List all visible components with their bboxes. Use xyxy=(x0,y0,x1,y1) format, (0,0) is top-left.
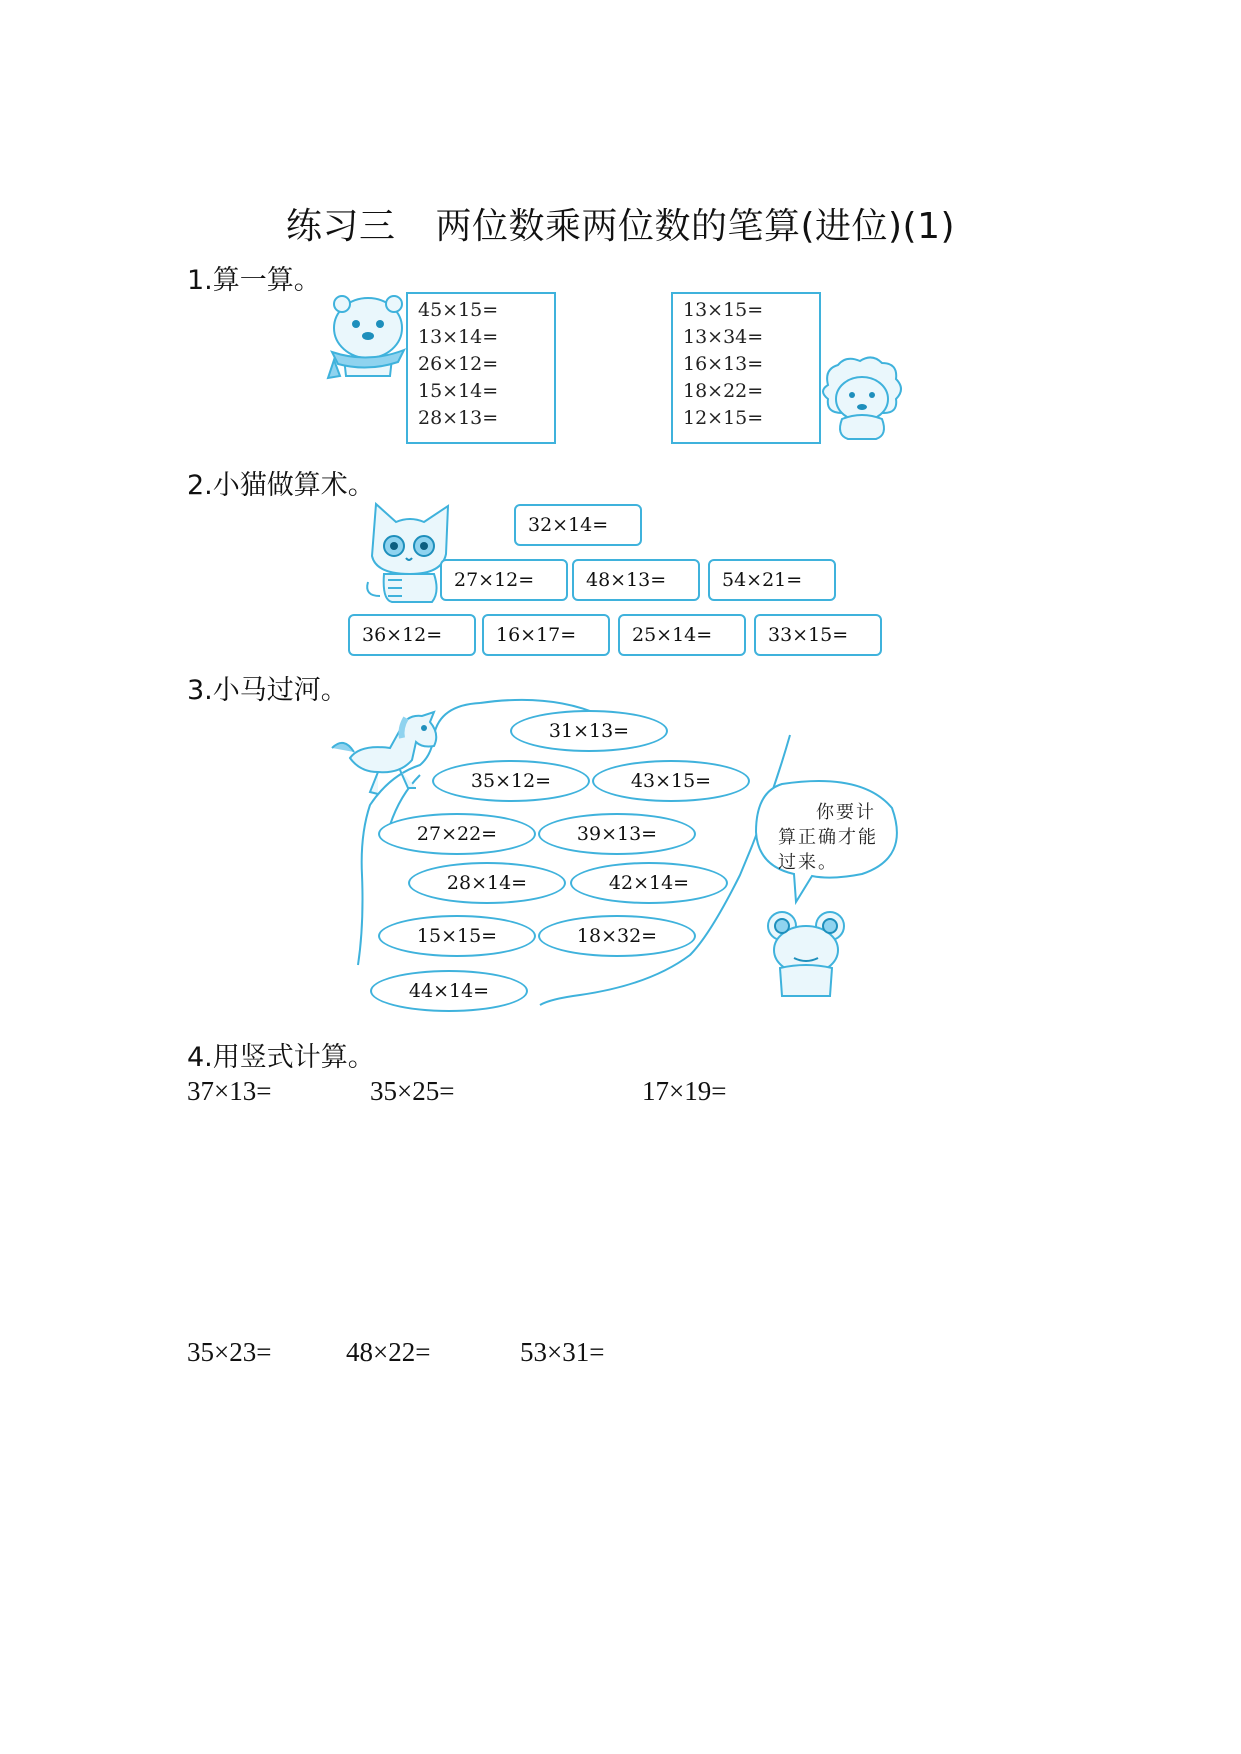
cat-exercise-box: 16×17= xyxy=(482,614,610,656)
cat-exercise-box: 25×14= xyxy=(618,614,746,656)
calc-5: 48×22= xyxy=(346,1337,431,1367)
cat-exercise-box: 36×12= xyxy=(348,614,476,656)
exercise-line: 45×15= xyxy=(418,299,499,321)
exercise-line: 16×13= xyxy=(683,353,764,375)
exercise-line: 15×14= xyxy=(418,380,499,402)
section1-heading: 1.算一算。 xyxy=(187,265,321,296)
cat-exercise-box: 32×14= xyxy=(514,504,642,546)
exercise-line: 28×13= xyxy=(418,407,499,429)
speech-line-3: 过来。 xyxy=(778,852,838,873)
sheep-icon xyxy=(818,355,908,441)
cat-exercise-box: 54×21= xyxy=(708,559,836,601)
river-stone: 39×13= xyxy=(538,813,696,855)
river-stone: 43×15= xyxy=(592,760,750,802)
calc-2: 35×25= xyxy=(370,1076,455,1106)
cat-exercise-box: 48×13= xyxy=(572,559,700,601)
river-stone: 44×14= xyxy=(370,970,528,1012)
horse-icon xyxy=(330,708,450,804)
calc-3: 17×19= xyxy=(642,1076,727,1106)
section2-heading: 2.小猫做算术。 xyxy=(187,470,375,501)
river-stone: 42×14= xyxy=(570,862,728,904)
section3-heading: 3.小马过河。 xyxy=(187,675,348,706)
river-stone: 27×22= xyxy=(378,813,536,855)
title-sub: 两位数乘两位数的笔算(进位)(1) xyxy=(435,206,956,247)
river-stone: 28×14= xyxy=(408,862,566,904)
river-stone: 31×13= xyxy=(510,710,668,752)
calc-6: 53×31= xyxy=(520,1337,605,1367)
river-stone: 18×32= xyxy=(538,915,696,957)
title-main: 练习三 xyxy=(285,206,396,247)
exercise-line: 13×34= xyxy=(683,326,764,348)
exercise-line: 13×14= xyxy=(418,326,499,348)
cat-exercise-box: 27×12= xyxy=(440,559,568,601)
page-title xyxy=(0,198,1241,249)
frog-icon xyxy=(764,908,848,1000)
calc-1: 37×13= xyxy=(187,1076,272,1106)
section4-heading: 4.用竖式计算。 xyxy=(187,1042,375,1073)
cat-exercise-box: 33×15= xyxy=(754,614,882,656)
calc-4: 35×23= xyxy=(187,1337,272,1367)
exercise-line: 12×15= xyxy=(683,407,764,429)
exercise-line: 18×22= xyxy=(683,380,764,402)
exercise-line: 13×15= xyxy=(683,299,764,321)
exercise-line: 26×12= xyxy=(418,353,499,375)
speech-line-1: 你要计 xyxy=(816,802,876,823)
speech-line-2: 算正确才能 xyxy=(778,827,878,848)
polar-bear-icon xyxy=(326,290,410,380)
river-stone: 15×15= xyxy=(378,915,536,957)
river-stone: 35×12= xyxy=(432,760,590,802)
